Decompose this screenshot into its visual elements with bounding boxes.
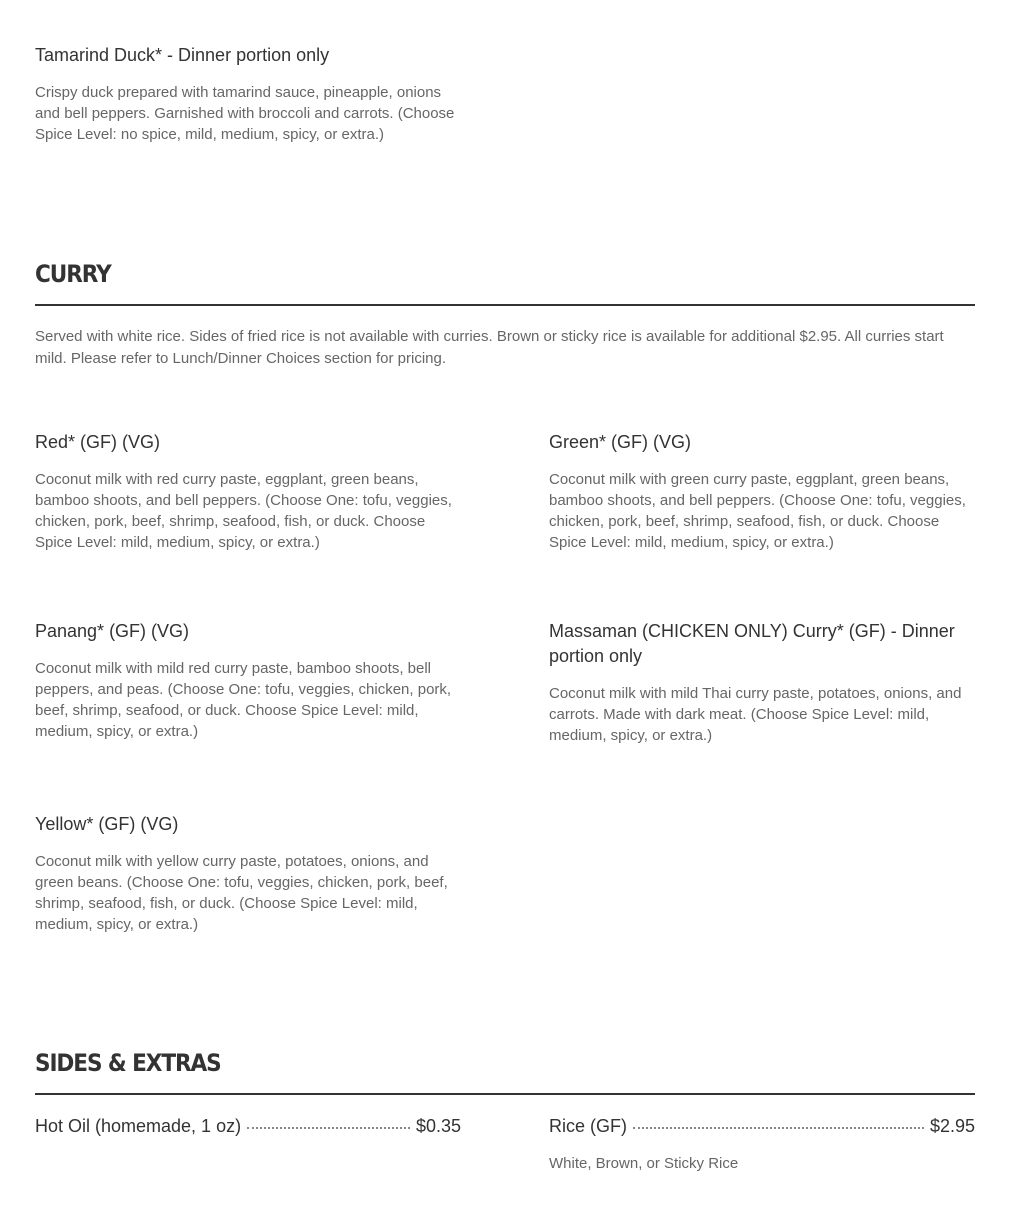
dot-leader — [633, 1127, 924, 1129]
side-item-name: Rice (GF) — [549, 1116, 627, 1136]
item-description: Coconut milk with mild Thai curry paste, potatoes, onions, and carrots. Made with dark meat. (Choose Spice Level: mild, medium, spicy, or extra.) — [549, 685, 962, 744]
section-intro-curry: Served with white rice. Sides of fried rice is not available with curries. Brown or sticky rice is available for additional $2.95. All curries start mild. Please refer to Lunch/Dinner Choices section for pricing. — [35, 328, 944, 367]
dot-leader — [247, 1127, 410, 1129]
menu-item-massaman-curry — [549, 619, 975, 746]
section-divider — [35, 304, 975, 306]
side-item-hot-oil — [35, 1114, 461, 1139]
item-description: Coconut milk with red curry paste, eggplant, green beans, bamboo shoots, and bell peppers. (Choose One: tofu, veggies, chicken, pork, beef, shrimp, seafood, fish, or duck. Choose Spice Level: mild, medium, spicy, or extra.) — [35, 471, 452, 551]
section-title-sides-extras: SIDES & EXTRAS — [35, 1049, 221, 1077]
section-title-curry: CURRY — [35, 260, 111, 288]
menu-item-yellow-curry — [35, 812, 461, 935]
menu-item-panang-curry — [35, 619, 461, 742]
item-name: Tamarind Duck* - Dinner portion only — [35, 45, 330, 65]
section-divider — [35, 1093, 975, 1095]
item-name: Massaman (CHICKEN ONLY) Curry* (GF) - Dinner portion only — [549, 621, 955, 666]
item-description: Coconut milk with yellow curry paste, potatoes, onions, and green beans. (Choose One: tofu, veggies, chicken, pork, beef, shrimp, seafood, fish, or duck. (Choose Spice Level: mild, medium, spicy, or extra.) — [35, 853, 448, 933]
item-name: Green* (GF) (VG) — [549, 432, 692, 452]
side-item-name: Hot Oil (homemade, 1 oz) — [35, 1116, 242, 1136]
menu-item-tamarind-duck — [35, 43, 461, 145]
item-name: Panang* (GF) (VG) — [35, 621, 190, 641]
side-item-description: White, Brown, or Sticky Rice — [549, 1155, 739, 1172]
item-description: Crispy duck prepared with tamarind sauce, pineapple, onions and bell peppers. Garnished with broccoli and carrots. (Choose Spice Level: no spice, mild, medium, spicy, or extra.) — [35, 84, 455, 143]
item-name: Red* (GF) (VG) — [35, 432, 161, 452]
side-item-price: $0.35 — [415, 1116, 461, 1136]
menu-item-green-curry — [549, 430, 975, 553]
item-description: Coconut milk with mild red curry paste, bamboo shoots, bell peppers, and peas. (Choose One: tofu, veggies, chicken, pork, beef, shrimp, seafood, or duck. Choose Spice Level: mild, medium, spicy, or extra.) — [35, 660, 452, 740]
menu-item-red-curry — [35, 430, 461, 553]
item-description: Coconut milk with green curry paste, eggplant, green beans, bamboo shoots, and bell peppers. (Choose One: tofu, veggies, chicken, pork, beef, shrimp, seafood, fish, or duck. Choose Spice Level: mild, medium, spicy, or extra.) — [549, 471, 966, 551]
item-name: Yellow* (GF) (VG) — [35, 814, 179, 834]
side-item-price: $2.95 — [929, 1116, 975, 1136]
side-item-rice — [549, 1114, 975, 1139]
